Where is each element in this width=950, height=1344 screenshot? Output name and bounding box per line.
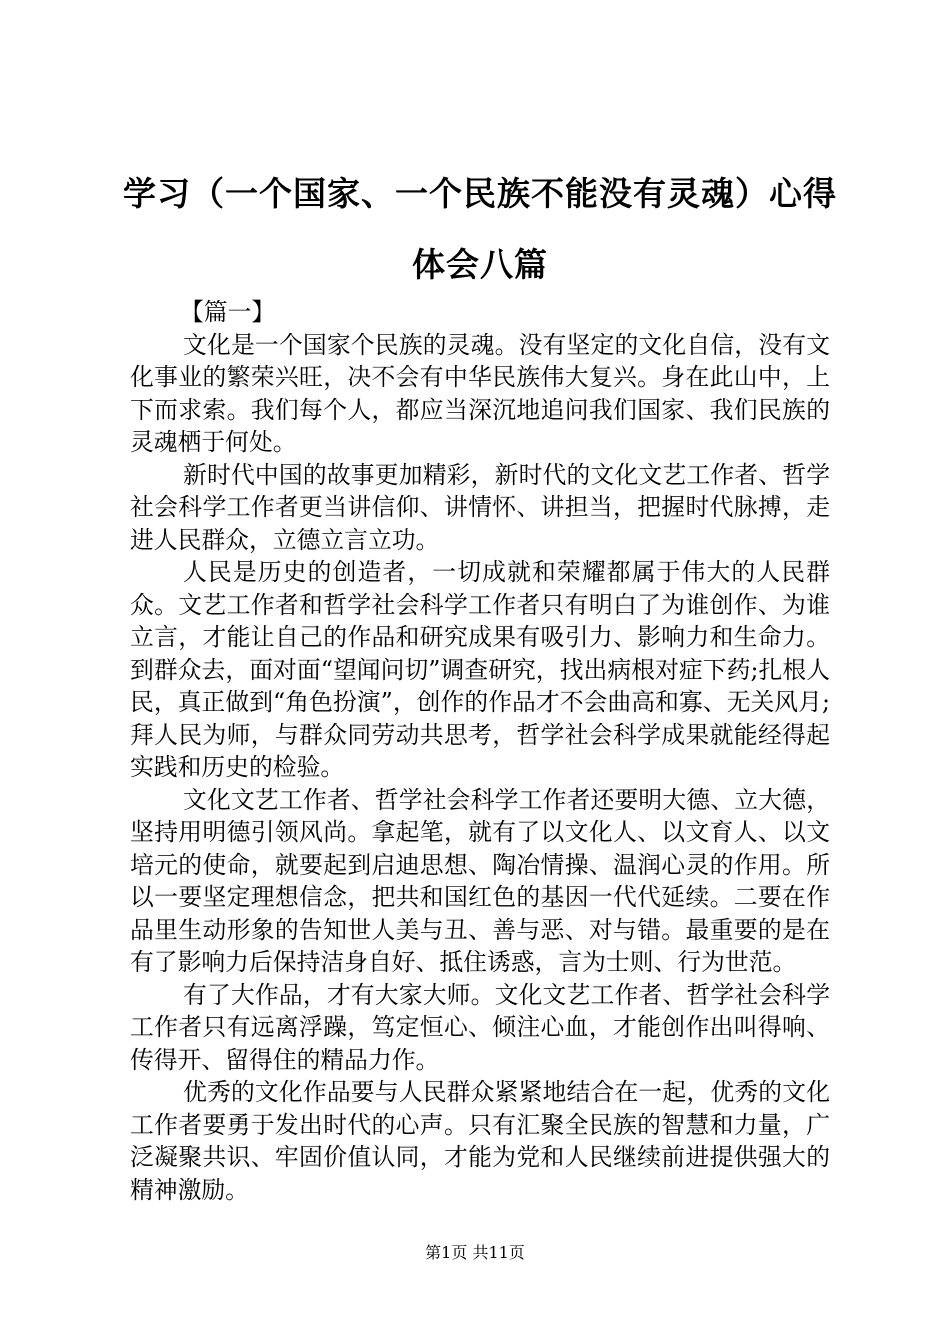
paragraph-2: 新时代中国的故事更加精彩，新时代的文化文艺工作者、哲学社会科学工作者更当讲信仰、讲情怀、讲担当，把握时代脉搏，走进人民群众，立德立言立功。 <box>130 460 830 554</box>
section-label: 【篇一】 <box>180 298 276 326</box>
page-footer: 第1页 共11页 <box>425 1243 525 1262</box>
paragraph-6: 优秀的文化作品要与人民群众紧紧地结合在一起，优秀的文化工作者要勇于发出时代的心声。只有汇聚全民族的智慧和力量，广泛凝聚共识、牢固价值认同，才能为党和人民继续前进提供强大的精神激励。 <box>130 1078 830 1204</box>
paragraph-4: 文化文艺工作者、哲学社会科学工作者还要明大德、立大德，坚持用明德引领风尚。拿起笔，就有了以文化人、以文育人、以文培元的使命，就要起到启迪思想、陶冶情操、温润心灵的作用。所以一要坚定理想信念，把共和国红色的基因一代代延续。二要在作品里生动形象的告知世人美与丑、善与恶、对与错。最重要的是在有了影响力后保持洁身自好、抵住诱惑，言为士则、行为世范。 <box>130 785 830 976</box>
paragraph-3: 人民是历史的创造者，一切成就和荣耀都属于伟大的人民群众。文艺工作者和哲学社会科学工作者只有明白了为谁创作、为谁立言，才能让自己的作品和研究成果有吸引力、影响力和生命力。到群众去，面对面“望闻问切”调查研究，找出病根对症下药;扎根人民，真正做到“角色扮演”，创作的作品才不会曲高和寡、无关风月;拜人民为师，与群众同劳动共思考，哲学社会科学成果就能经得起实践和历史的检验。 <box>130 558 830 781</box>
document-body <box>130 296 830 1206</box>
paragraph-5: 有了大作品，才有大家大师。文化文艺工作者、哲学社会科学工作者只有远离浮躁，笃定恒心、倾注心血，才能创作出叫得响、传得开、留得住的精品力作。 <box>130 980 830 1074</box>
paragraph-1: 文化是一个国家个民族的灵魂。没有坚定的文化自信，没有文化事业的繁荣兴旺，决不会有中华民族伟大复兴。身在此山中，上下而求索。我们每个人，都应当深沉地追问我们国家、我们民族的灵魂栖于何处。 <box>130 330 830 456</box>
document-title: 学习（一个国家、一个民族不能没有灵魂）心得体会八篇 <box>123 174 837 284</box>
